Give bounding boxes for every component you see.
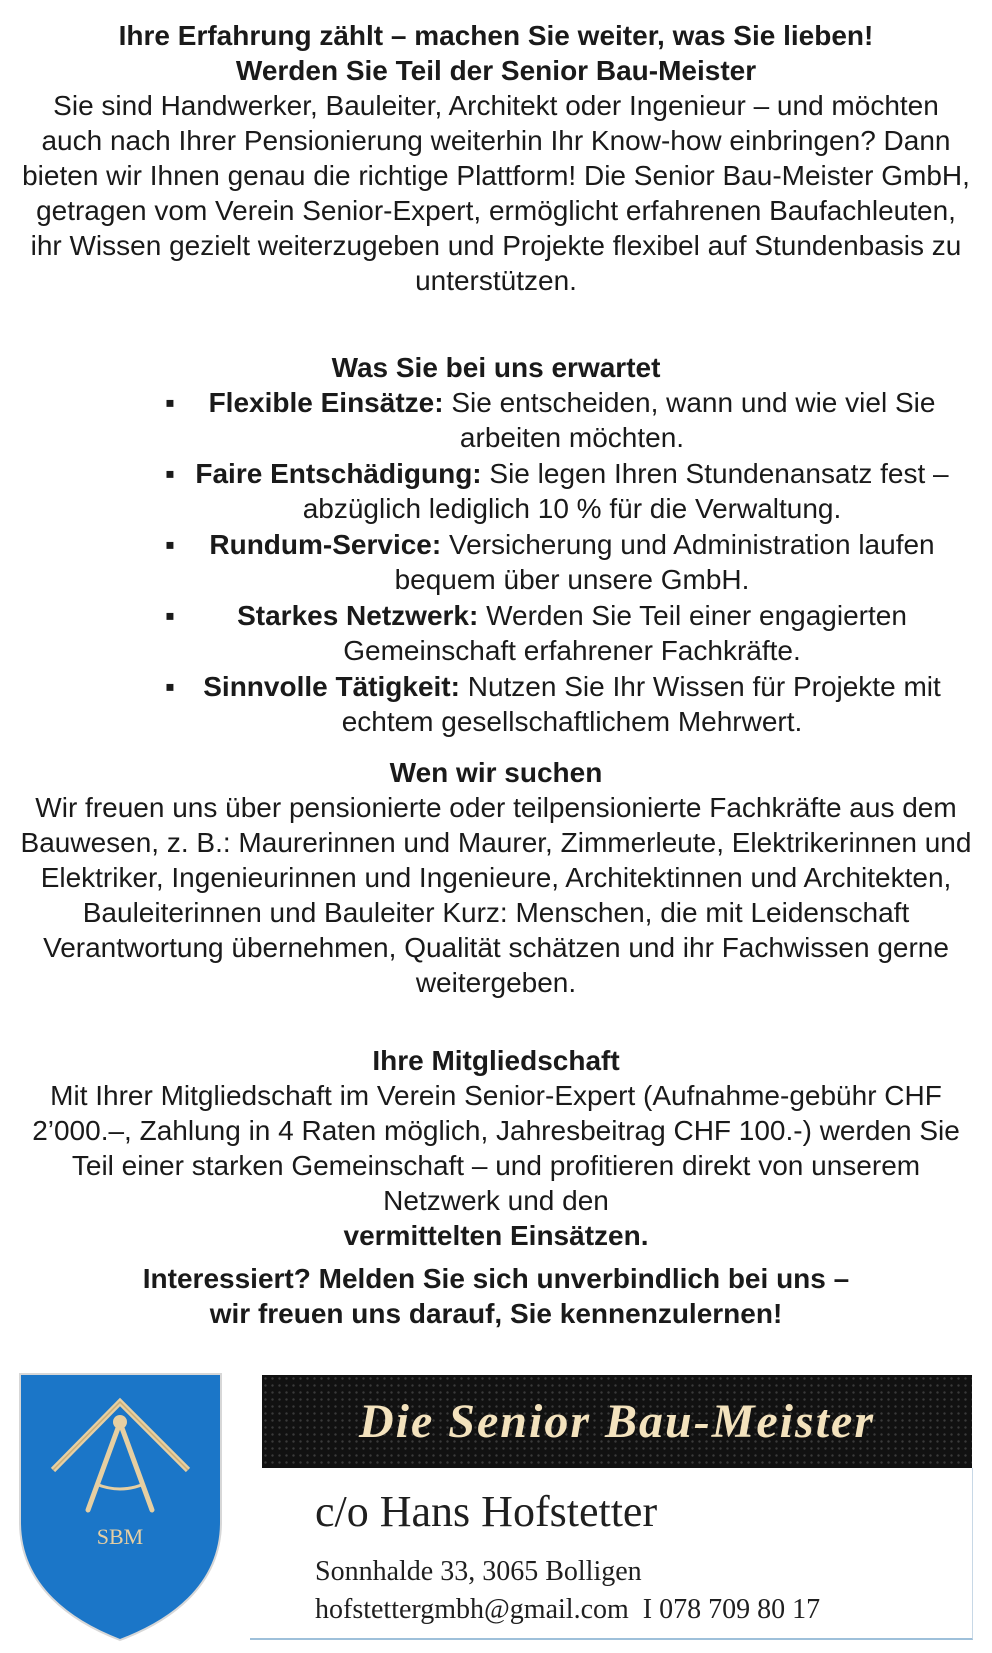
bullet-icon: ▪ [165,529,175,560]
benefit-title: Rundum-Service: [209,529,442,560]
contact-line [315,1594,820,1626]
contact-block [250,1468,973,1640]
expect-heading: Was Sie bei uns erwartet [331,352,661,383]
contact-address: Sonnhalde 33, 3065 Bolligen [315,1556,642,1587]
benefit-title: Faire Entschädigung: [195,458,482,489]
search-heading: Wen wir suchen [389,757,603,788]
benefits-list [165,385,965,740]
benefit-title: Starkes Netzwerk: [237,600,479,631]
bullet-icon: ▪ [165,600,175,631]
bullet-icon: ▪ [165,387,175,418]
list-item [165,598,965,668]
intro-paragraph: Sie sind Handwerker, Bauleiter, Architekt oder Ingenieur – und möchten auch nach Ihrer Pensionierung weiterhin Ihr Know-how einbringen? Dann bieten wir Ihnen genau die richtige Plattform! Die Senior Bau-Meister GmbH, getragen vom Verein Senior-Expert, ermöglicht erfahrenen Baufachleuten, ihr Wissen gezielt weiterzugeben und Projekte flexibel auf Stundenbasis zu unterstützen. [22,90,970,296]
brand-banner [262,1375,972,1468]
headline-line-1: Ihre Erfahrung zählt – machen Sie weiter, was Sie lieben! [118,20,874,51]
list-item [165,456,965,526]
benefit-text: Versicherung und Administration laufen bequem über unsere GmbH. [394,529,935,595]
cta-line-2: wir freuen uns darauf, Sie kennenzulernen! [209,1298,783,1329]
membership-text: Mit Ihrer Mitgliedschaft im Verein Senior-Expert (Aufnahme-gebühr CHF 2’000.–, Zahlung in 4 Raten möglich, Jahresbeitrag CHF 100.-) werden Sie Teil einer starken Gemeinschaft – und profitieren direkt von unserem Netzwerk und den [32,1080,960,1216]
list-item [165,385,965,455]
sbm-shield-logo [18,1372,223,1642]
benefit-text: Sie legen Ihren Stundenansatz fest – abzüglich lediglich 10 % für die Verwaltung. [302,458,949,524]
call-to-action [20,1261,972,1331]
bullet-icon: ▪ [165,671,175,702]
benefit-text: Werden Sie Teil einer engagierten Gemeinschaft erfahrener Fachkräfte. [343,600,907,666]
membership-paragraph [20,1078,972,1253]
search-paragraph: Wir freuen uns über pensionierte oder teilpensionierte Fachkräfte aus dem Bauwesen, z. B.: Maurerinnen und Maurer, Zimmerleute, Elektrikerinnen und Elektriker, Ingenieurinnen und Ingenieure, Architektinnen und Architekten, Bauleiterinnen und Bauleiter Kurz: Menschen, die mit Leidenschaft Verantwortung übernehmen, Qualität schätzen und ihr Fachwissen gerne weitergeben. [20,792,972,998]
cta-line-1: Interessiert? Melden Sie sich unverbindlich bei uns – [142,1263,850,1294]
benefit-title: Flexible Einsätze: [208,387,444,418]
benefit-title: Sinnvolle Tätigkeit: [203,671,460,702]
membership-heading: Ihre Mitgliedschaft [372,1045,620,1076]
contact-email[interactable]: hofstettergmbh@gmail.com [315,1594,629,1625]
contact-separator: I [642,1594,653,1625]
banner-title: Die Senior Bau-Meister [358,1395,876,1448]
membership-text-bold: vermittelten Einsätzen. [343,1220,649,1251]
contact-name: c/o Hans Hofstetter [315,1487,658,1536]
logo-initials: SBM [96,1524,144,1549]
intro-headline [20,18,972,88]
list-item [165,527,965,597]
benefit-text: Nutzen Sie Ihr Wissen für Projekte mit echtem gesellschaftlichem Mehrwert. [341,671,941,737]
bullet-icon: ▪ [165,458,175,489]
contact-phone[interactable]: 078 709 80 17 [659,1594,821,1625]
headline-line-2: Werden Sie Teil der Senior Bau-Meister [235,55,757,86]
list-item [165,669,965,739]
benefit-text: Sie entscheiden, wann und wie viel Sie arbeiten möchten. [451,387,936,453]
